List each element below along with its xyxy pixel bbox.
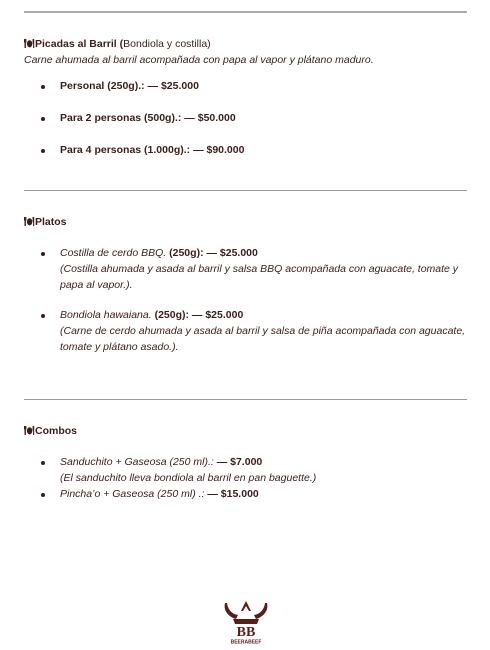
brand-logo	[221, 597, 271, 645]
bullet	[41, 252, 45, 256]
bullet	[41, 493, 45, 497]
item-price: — $15.000	[204, 488, 259, 500]
bullet	[41, 85, 45, 89]
item-price: — $25.000	[144, 80, 199, 92]
section-title-platos: Platos	[35, 216, 67, 228]
section-title-combos: Combos	[35, 425, 77, 437]
platos-list	[24, 245, 467, 355]
item-price: : — $25.000	[185, 309, 244, 321]
list-item	[24, 307, 467, 355]
section-divider	[24, 190, 467, 191]
combos-list	[24, 454, 467, 502]
item-note: (El sanduchito lleva bondiola al barril en pan baguette.)	[60, 472, 317, 484]
item-price: : — $25.000	[200, 247, 258, 259]
bullet	[41, 314, 45, 318]
section-title-suffix: Bondiola y costilla)	[123, 38, 211, 50]
item-note: (Costilla ahumada y asada al barril y salsa BBQ acompañada con aguacate, tomate y papa al vapor.).	[60, 263, 459, 291]
bull-horns-logo	[221, 597, 271, 645]
fork-plate-knife-icon	[24, 39, 35, 48]
section-combos	[24, 424, 467, 502]
top-rule	[24, 11, 467, 13]
fork-plate-knife-icon	[24, 426, 35, 435]
item-price: — $90.000	[190, 144, 245, 156]
list-item	[24, 110, 467, 126]
section-heading-platos	[24, 215, 467, 229]
bullet	[41, 149, 45, 153]
item-price: — $50.000	[181, 112, 236, 124]
item-label: Para 2 personas (500g).:	[60, 112, 182, 124]
bullet	[41, 117, 45, 121]
item-label: Personal (250g).:	[60, 80, 145, 92]
item-weight: (250g)	[166, 247, 201, 259]
picadas-list	[24, 78, 467, 158]
list-item	[24, 78, 467, 94]
svg-text:BB: BB	[236, 625, 256, 640]
section-picadas	[24, 37, 467, 158]
item-name: Bondiola hawaiana.	[60, 309, 152, 321]
list-item	[24, 245, 467, 293]
list-item	[24, 454, 467, 486]
list-item	[24, 486, 467, 502]
item-label: Para 4 personas (1.000g).:	[60, 144, 191, 156]
item-note: (Carne de cerdo ahumada y asada al barril y salsa de piña acompañada con aguacate, tomate y plátano asado.).	[60, 325, 466, 353]
fork-plate-knife-icon	[24, 217, 35, 226]
svg-text:BEERABEEF: BEERABEEF	[230, 639, 262, 645]
section-heading-combos	[24, 424, 467, 438]
item-name: Sanduchito + Gaseosa (250 ml).:	[60, 456, 214, 468]
section-title-picadas: Picadas al Barril (	[35, 38, 124, 50]
item-name: Pincha’o + Gaseosa (250 ml) .:	[60, 488, 205, 500]
section-description: Carne ahumada al barril acompañada con papa al vapor y plátano maduro.	[24, 54, 374, 66]
item-weight: (250g)	[151, 309, 186, 321]
section-platos	[24, 215, 467, 355]
section-heading-picadas	[24, 37, 467, 51]
item-price: — $7.000	[213, 456, 263, 468]
item-name: Costilla de cerdo BBQ.	[60, 247, 167, 259]
bullet	[41, 461, 45, 465]
section-divider	[24, 399, 467, 400]
list-item	[24, 142, 467, 158]
